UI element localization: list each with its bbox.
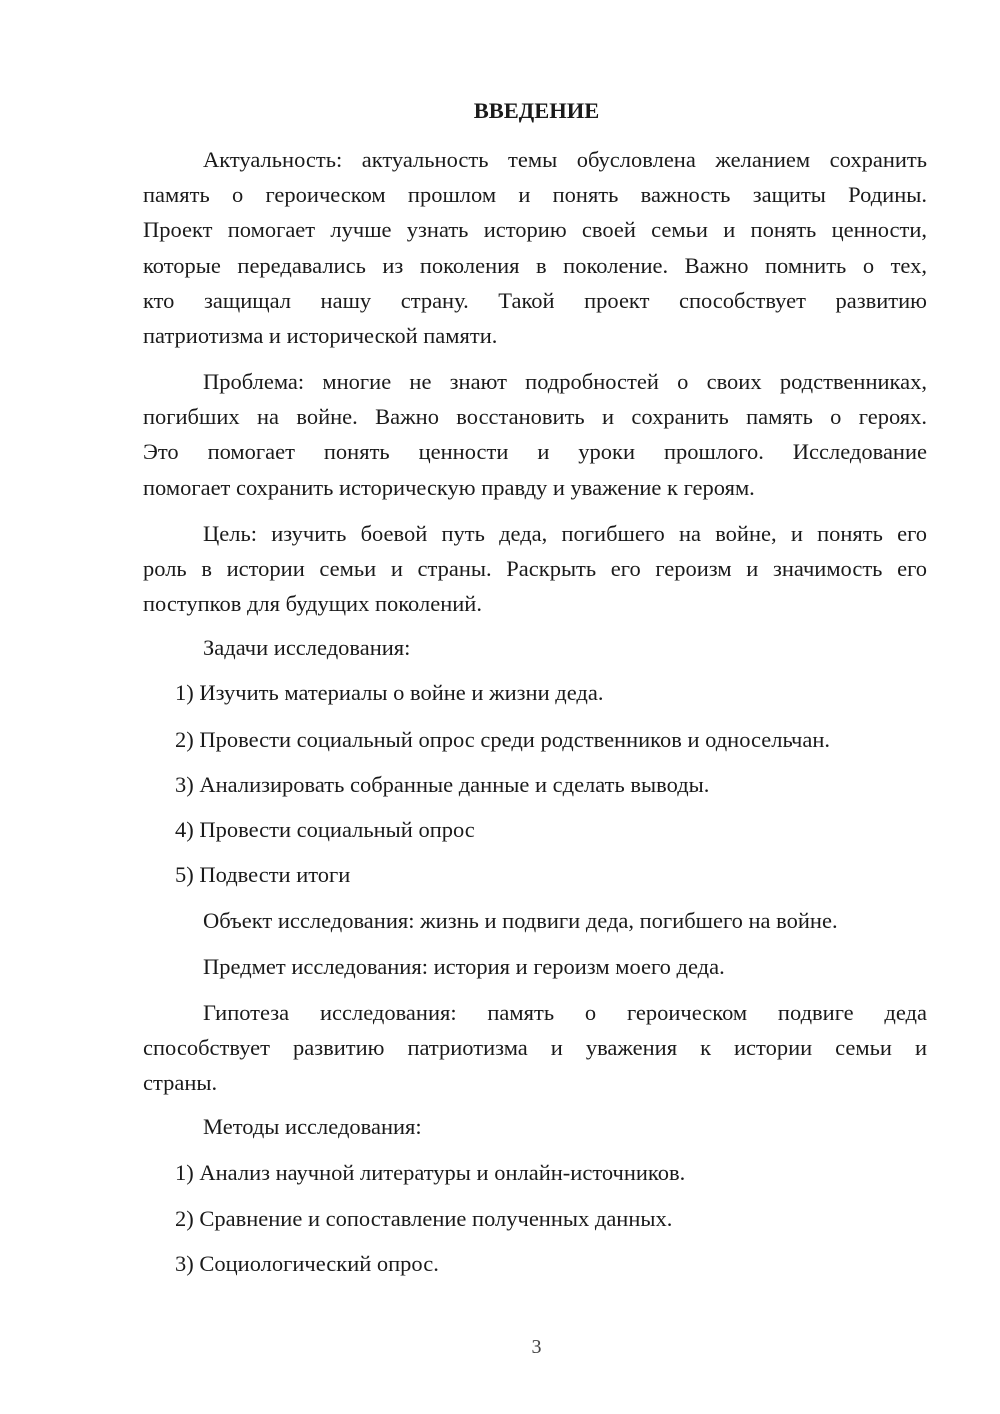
methods-heading: Методы исследования:	[203, 1114, 422, 1139]
list-item: 3) Анализировать собранные данные и сделать выводы.	[175, 772, 710, 797]
text-line: память о героическом прошлом и понять важность защиты Родины.	[143, 182, 927, 208]
list-item: 1) Изучить материалы о войне и жизни деда.	[175, 680, 604, 705]
page-number: 3	[531, 1336, 542, 1358]
list-item: 2) Сравнение и сопоставление полученных данных.	[175, 1206, 673, 1231]
text-line: Актуальность: актуальность темы обусловлена желанием сохранить	[203, 147, 927, 172]
text-line: которые передавались из поколения в поколение. Важно помнить о тех,	[143, 252, 927, 278]
text-line: роль в истории семьи и страны. Раскрыть его героизм и значимость его	[143, 556, 927, 582]
list-item: 3) Социологический опрос.	[175, 1251, 439, 1276]
text-line: страны.	[143, 1070, 218, 1096]
text-line: Гипотеза исследования: память о героическом подвиге деда	[203, 1000, 927, 1025]
relevance-paragraph	[143, 142, 927, 353]
text-line: поступков для будущих поколений.	[143, 591, 482, 617]
text-line: Проект помогает лучше узнать историю своей семьи и понять ценности,	[143, 217, 927, 243]
text-line: Цель: изучить боевой путь деда, погибшего на войне, и понять его	[203, 521, 927, 546]
text-line: помогает сохранить историческую правду и уважение к героям.	[143, 474, 755, 500]
list-item: 5) Подвести итоги	[175, 862, 351, 887]
text-line: способствует развитию патриотизма и уважения к истории семьи и	[143, 1035, 927, 1061]
tasks-heading: Задачи исследования:	[203, 635, 411, 660]
subject-line: Предмет исследования: история и героизм моего деда.	[203, 954, 725, 979]
list-item: 2) Провести социальный опрос среди родственников и односельчан.	[175, 727, 831, 752]
text-line: патриотизма и исторической памяти.	[143, 323, 498, 349]
hypothesis-paragraph	[143, 995, 927, 1101]
page-title: ВВЕДЕНИЕ	[473, 98, 600, 123]
text-line: погибших на войне. Важно восстановить и сохранить память о героях.	[143, 404, 927, 430]
object-line: Объект исследования: жизнь и подвиги деда, погибшего на войне.	[203, 908, 838, 933]
list-item: 1) Анализ научной литературы и онлайн-источников.	[175, 1160, 686, 1185]
text-line: Проблема: многие не знают подробностей о своих родственниках,	[203, 369, 927, 394]
goal-paragraph	[143, 516, 927, 622]
list-item: 4) Провести социальный опрос	[175, 817, 475, 842]
text-line: кто защищал нашу страну. Такой проект способствует развитию	[143, 287, 927, 313]
text-line: Это помогает понять ценности и уроки прошлого. Исследование	[143, 439, 927, 465]
problem-paragraph	[143, 364, 927, 505]
